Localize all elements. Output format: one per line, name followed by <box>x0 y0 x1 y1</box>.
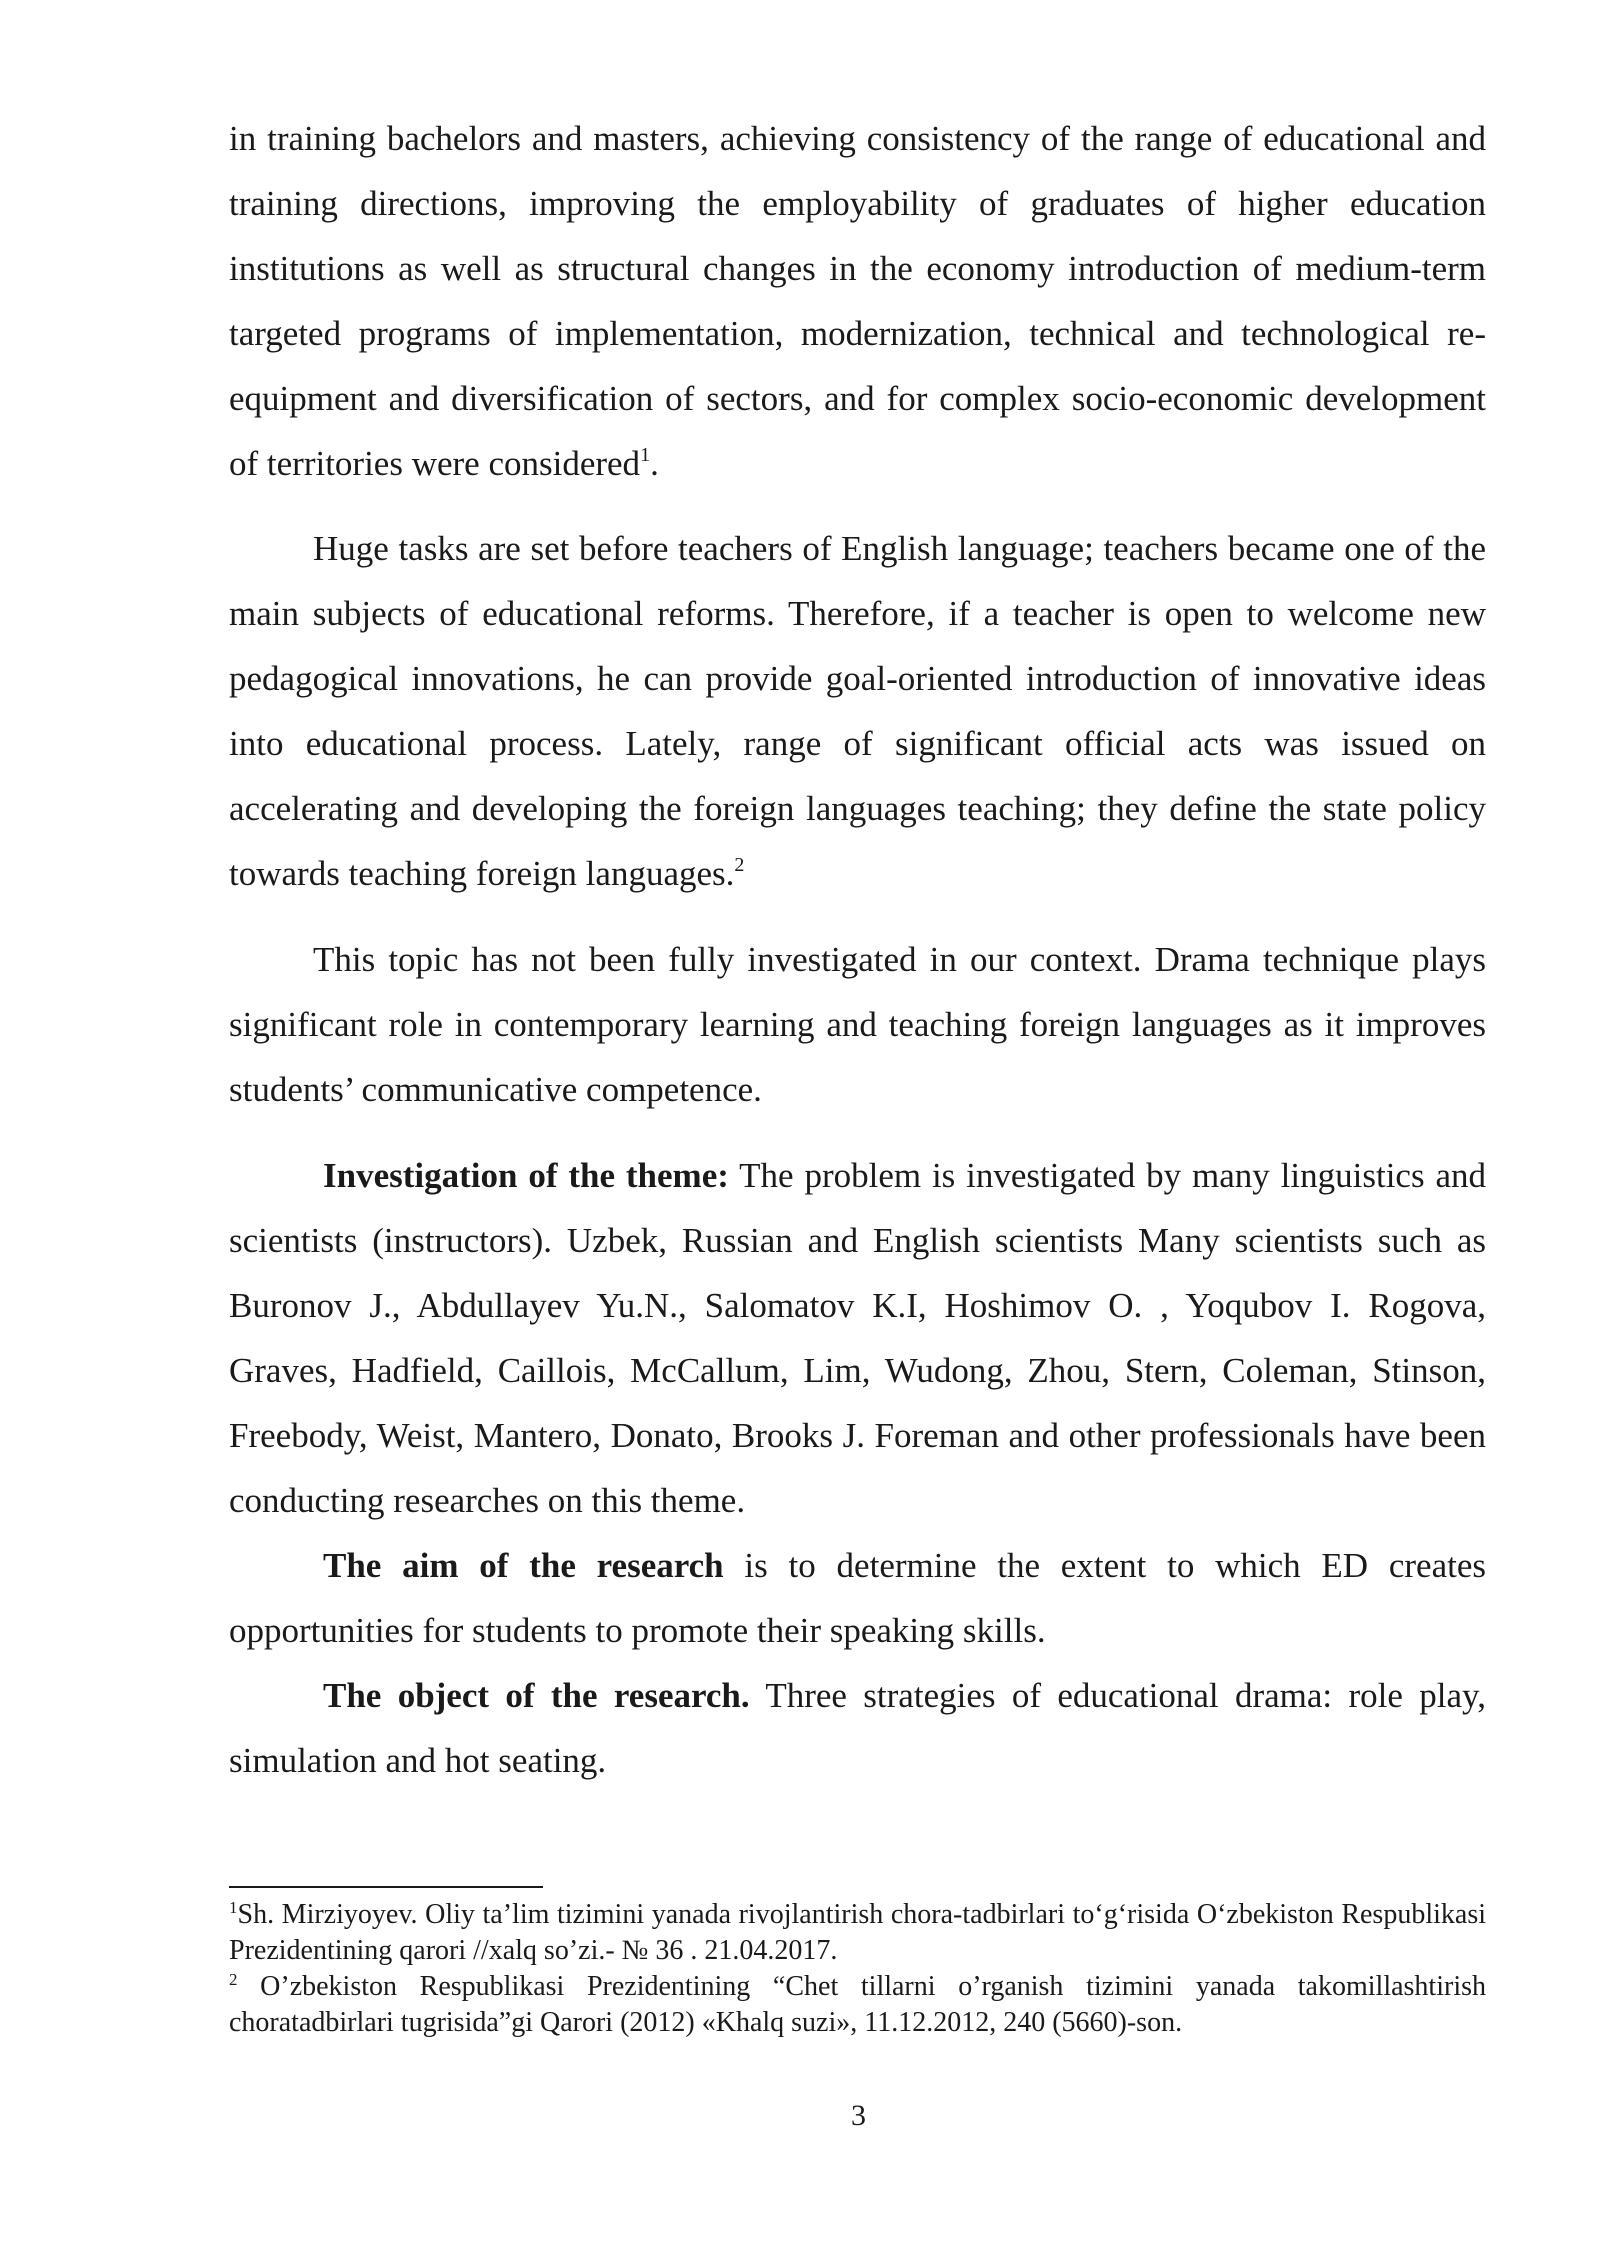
paragraph-text: in training bachelors and masters, achieving consistency of the range of educational and training directions, improving the employability of graduates of higher education institutions as well as structural changes in the economy introduction of medium-term targeted programs of implementation, modernization, technical and technological re-equipment and diversification of sectors, and for complex socio-economic development of territories were considered <box>229 119 1486 483</box>
paragraph-topic <box>229 927 1486 1122</box>
page-number: 3 <box>851 2099 866 2132</box>
footnote-1 <box>229 1897 1486 1969</box>
section-heading-investigation: Investigation of the theme: <box>323 1156 729 1195</box>
section-heading-aim: The aim of the research <box>323 1546 724 1585</box>
paragraph-text: The problem is investigated by many linguistics and scientists (instructors). Uzbek, Russian and English scientists Many scientists such as Buronov J., Abdullayev Yu.N., Salomatov K.I, Hoshimov O. , Yoqubov I. Rogova, Graves, Hadfield, Caillois, McCallum, Lim, Wudong, Zhou, Stern, Coleman, Stinson, Freebody, Weist, Mantero, Donato, Brooks J. Foreman and other professionals have been conducting researches on this theme. <box>229 1156 1486 1520</box>
paragraph-aim <box>229 1533 1486 1663</box>
sentence-end: . <box>650 444 659 483</box>
footnote-marker: 1 <box>229 1898 238 1917</box>
section-heading-object: The object of the research. <box>323 1676 750 1715</box>
footnote-separator <box>229 1886 543 1888</box>
footnote-text: Sh. Mirziyoyev. Oliy ta’lim tizimini yanada rivojlantirish chora-tadbirlari to‘g‘risida O‘zbekiston Respublikasi Prezidentining qarori //xalq so’zi.- № 36 . 21.04.2017. <box>229 1899 1486 1966</box>
paragraph-text: This topic has not been fully investigated in our context. Drama technique plays significant role in contemporary learning and teaching foreign languages as it improves students’ communicative competence. <box>229 940 1486 1109</box>
paragraph-intro <box>229 106 1486 496</box>
paragraph-object <box>229 1663 1486 1793</box>
paragraph-text: is to determine the extent to which ED creates opportunities for students to promote their speaking skills. <box>229 1546 1486 1650</box>
paragraph-text: Huge tasks are set before teachers of English language; teachers became one of the main subjects of educational reforms. Therefore, if a teacher is open to welcome new pedagogical innovations, he can provide goal-oriented introduction of innovative ideas into educational process. Lately, range of significant official acts was issued on accelerating and developing the foreign languages teaching; they define the state policy towards teaching foreign languages. <box>229 529 1486 893</box>
paragraph-text: Three strategies of educational drama: role play, simulation and hot seating. <box>229 1676 1487 1780</box>
paragraph-teachers <box>229 516 1486 906</box>
footnote-marker: 2 <box>229 1970 238 1989</box>
footnote-text: O’zbekiston Respublikasi Prezidentining “Chet tillarni o’rganish tizimini yanada takomillashtirish choratadbirlari tugrisida”gi Qarori (2012) «Khalq suzi», 11.12.2012, 240 (5660)-son. <box>229 1971 1486 2038</box>
paragraph-investigation <box>229 1143 1486 1533</box>
footnote-2 <box>229 1969 1486 2041</box>
footnote-reference-1: 1 <box>640 444 651 466</box>
footnotes <box>229 1897 1486 2041</box>
footnote-reference-2: 2 <box>734 854 745 876</box>
